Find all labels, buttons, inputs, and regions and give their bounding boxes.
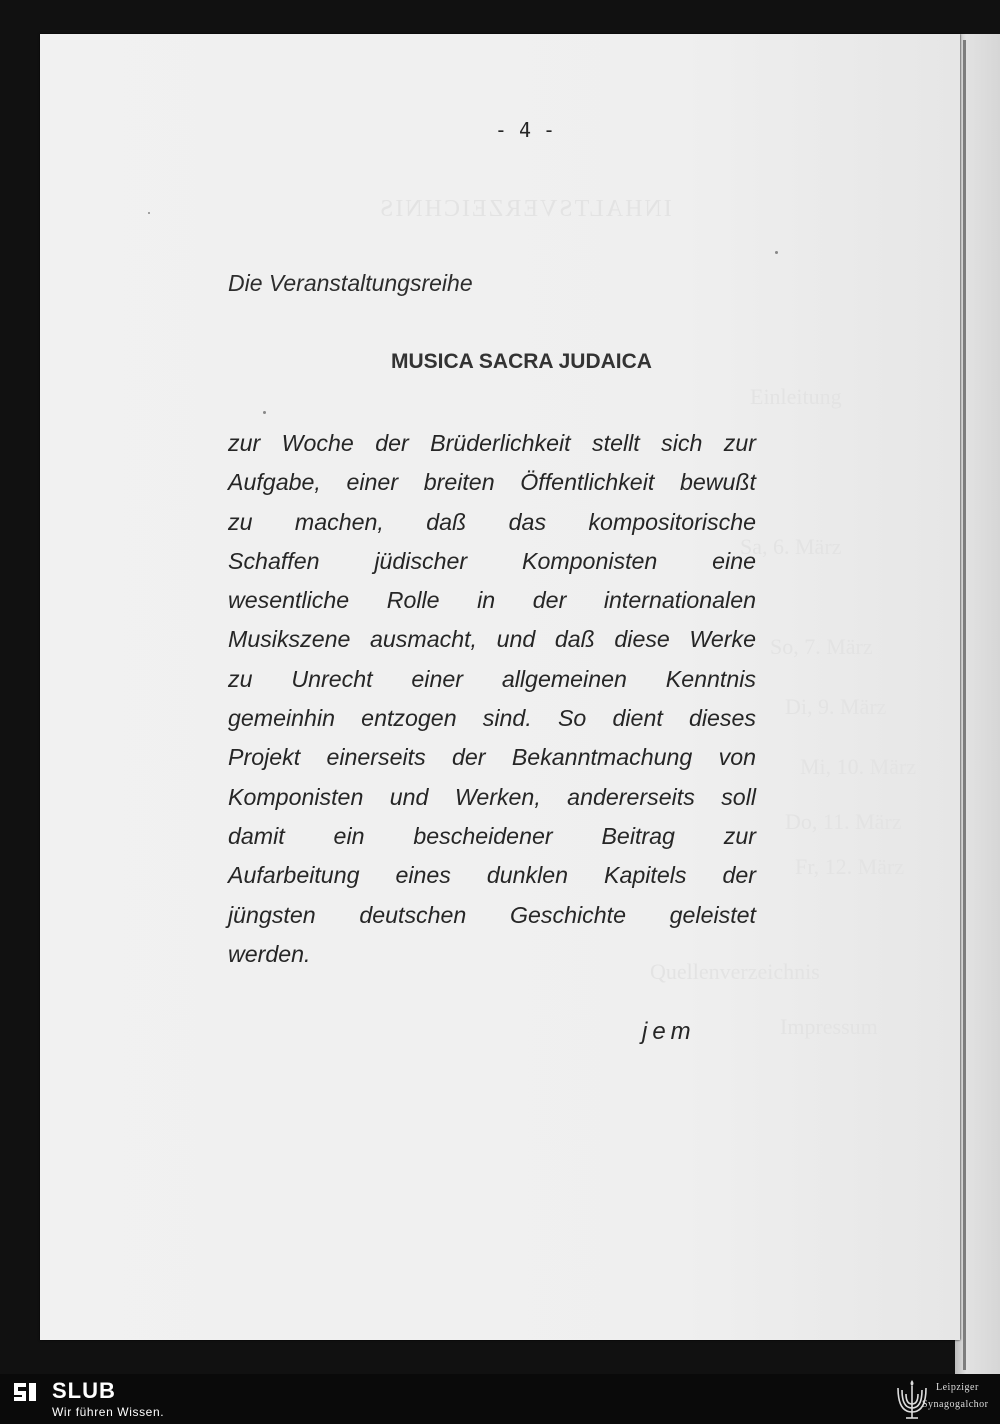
paragraph-line: wesentliche Rolle in der internationalen [228, 587, 756, 614]
paper-speck [263, 411, 266, 414]
footer-bar [0, 1374, 1000, 1424]
paragraph-line: zu Unrecht einer allgemeinen Kenntnis [228, 665, 756, 692]
paragraph-line: gemeinhin entzogen sind. So dient dieses [228, 705, 756, 732]
paragraph-line: jüngsten deutschen Geschichte geleistet [228, 901, 756, 928]
body-paragraph [228, 424, 756, 974]
paragraph-line: Projekt einerseits der Bekanntmachung von [228, 744, 756, 771]
partner-name-line1: Leipziger [936, 1382, 979, 1393]
intro-line: Die Veranstaltungsreihe [228, 270, 473, 296]
library-slogan: Wir führen Wissen. [52, 1405, 165, 1419]
slub-logo-icon [12, 1380, 38, 1404]
library-name: SLUB [52, 1378, 116, 1403]
paragraph-line: Schaffen jüdischer Komponisten eine [228, 547, 756, 574]
page-number: - 4 - [494, 118, 556, 142]
paragraph-line: damit ein bescheidener Beitrag zur [228, 822, 756, 849]
paragraph-line: werden. [228, 940, 311, 967]
paragraph-line: zu machen, daß das kompositorische [228, 508, 756, 535]
facing-page-edge [955, 34, 1000, 1374]
paragraph-line: Aufgabe, einer breiten Öffentlichkeit bewußt [228, 469, 756, 496]
paragraph-line: Komponisten und Werken, andererseits soll [228, 783, 756, 810]
paragraph-line: Musikszene ausmacht, und daß diese Werke [228, 626, 756, 653]
paper-speck [148, 212, 150, 214]
document-page [40, 34, 960, 1340]
page-fold-line [963, 40, 966, 1370]
paragraph-line: zur Woche der Brüderlichkeit stellt sich zur [228, 430, 756, 456]
series-heading: MUSICA SACRA JUDAICA [391, 350, 652, 373]
paper-speck [775, 251, 778, 254]
author-initials: jem [642, 1018, 696, 1045]
paragraph-line: Aufarbeitung eines dunklen Kapitels der [228, 862, 756, 889]
show-through-text: INHALTSVERZEICHNIS Einleitung Sa, 6. März So, 7. März Di, 9. März Mi, 10. März Do, 11. März Fr, 12. März Quellenverzeichnis Impressum [378, 196, 917, 1039]
partner-name-line2: Synagogalchor [922, 1399, 989, 1410]
